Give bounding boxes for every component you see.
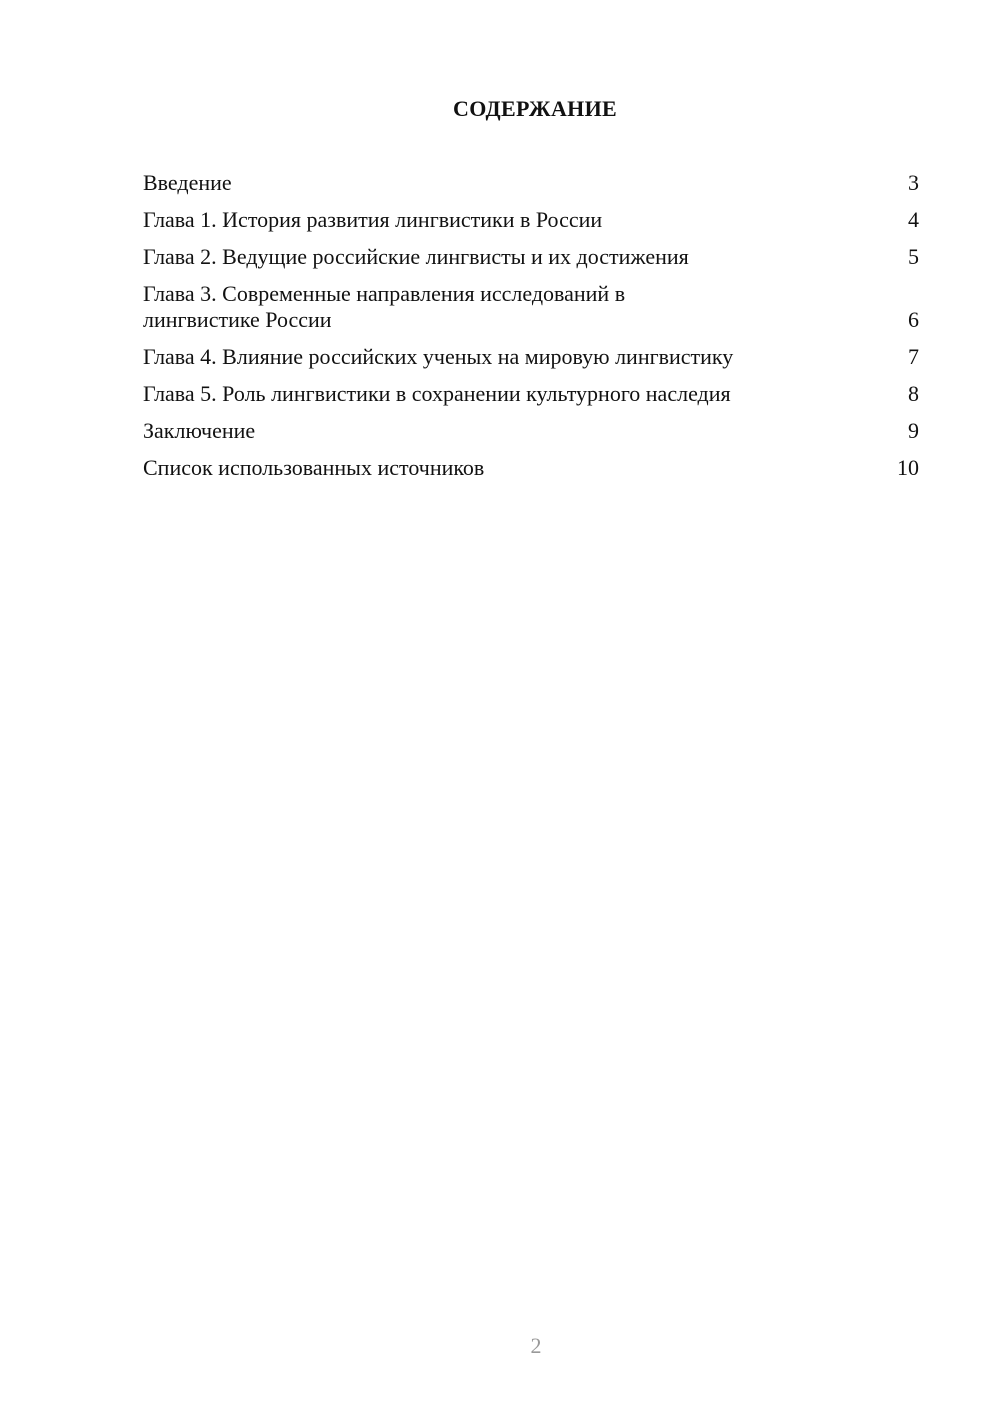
toc-entry-chapter-2[interactable]: [143, 244, 919, 270]
toc-entry-page: 4: [908, 207, 919, 232]
toc-entry-conclusion[interactable]: [143, 418, 919, 444]
page-title: СОДЕРЖАНИЕ: [453, 96, 617, 121]
toc-entry-label: Заключение: [143, 418, 256, 443]
toc-entry-introduction[interactable]: [143, 170, 919, 196]
toc-entry-page: 10: [897, 455, 919, 480]
toc-entry-chapter-4[interactable]: [143, 344, 919, 370]
toc-entry-label: Глава 5. Роль лингвистики в сохранении культурного наследия: [143, 381, 731, 406]
toc-entry-page: 6: [908, 307, 919, 332]
toc-entry-page: 3: [908, 170, 919, 195]
toc-entry-label: Введение: [143, 170, 232, 195]
toc-entry-label: Глава 1. История развития лингвистики в России: [143, 207, 603, 232]
toc-entry-page: 7: [908, 344, 919, 369]
toc-entry-label: Список использованных источников: [143, 455, 485, 480]
page-number: 2: [530, 1333, 542, 1358]
table-of-contents: [143, 170, 919, 492]
toc-entry-chapter-3[interactable]: [143, 281, 919, 333]
toc-entry-label: Глава 3. Современные направления исследований в лингвистике России: [143, 281, 626, 332]
toc-entry-chapter-5[interactable]: [143, 381, 919, 407]
toc-entry-page: 9: [908, 418, 919, 443]
toc-entry-page: 8: [908, 381, 919, 406]
toc-entry-label: Глава 4. Влияние российских ученых на мировую лингвистику: [143, 344, 734, 369]
toc-entry-chapter-1[interactable]: [143, 207, 919, 233]
toc-entry-label: Глава 2. Ведущие российские лингвисты и их достижения: [143, 244, 689, 269]
toc-entry-references[interactable]: [143, 455, 919, 481]
toc-entry-page: 5: [908, 244, 919, 269]
